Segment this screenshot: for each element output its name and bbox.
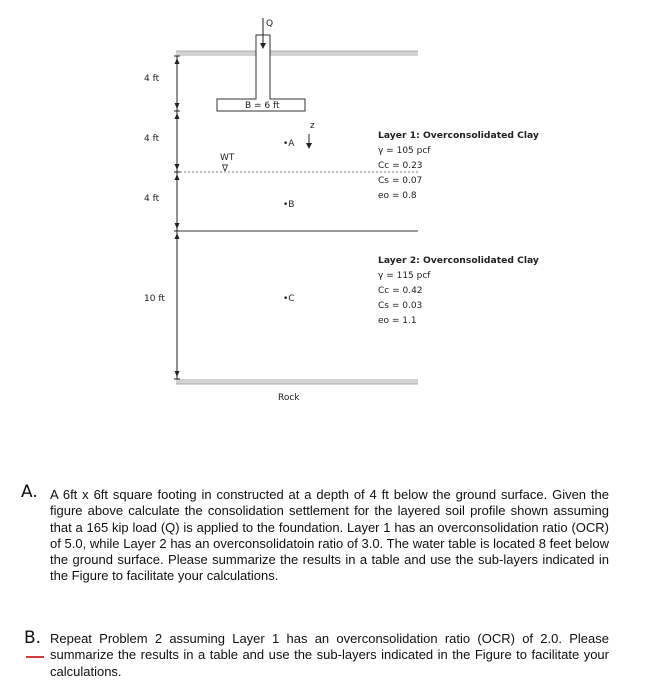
depth-label-2: 4 ft bbox=[144, 134, 160, 144]
point-c: •C bbox=[283, 294, 295, 304]
depth-label-4: 10 ft bbox=[144, 294, 165, 304]
layer2-prop: Cs = 0.03 bbox=[378, 301, 423, 311]
problem-a-text: A 6ft x 6ft square footing in constructed at a depth of 4 ft below the ground surface. Given the figure above calculate the consolidation settlement for the layered soil profile shown assuming that a 165 kip load (Q) is applied to the foundation. Layer 1 has an overconsolidation ratio (OCR) of 5.0, while Layer 2 has an overconsolidatoin ratio of 3.0. The water table is located 8 feet below the ground surface. Please summarize the results in a table and use the sub-layers indicated in the Figure to facilitate your calculations. bbox=[50, 487, 609, 584]
ground-surface bbox=[176, 51, 418, 56]
depth-label-1: 4 ft bbox=[144, 74, 160, 84]
water-table-label: WT bbox=[220, 153, 235, 163]
rock-label: Rock bbox=[278, 393, 300, 403]
point-a: •A bbox=[283, 139, 295, 149]
layer1-prop: Cs = 0.07 bbox=[378, 176, 423, 186]
rock-surface bbox=[176, 379, 418, 384]
load-label: Q bbox=[266, 19, 274, 29]
layer1-prop: eo = 0.8 bbox=[378, 191, 417, 201]
depth-label-3: 4 ft bbox=[144, 194, 160, 204]
problem-b-text: Repeat Problem 2 assuming Layer 1 has an overconsolidation ratio (OCR) of 2.0. Please summarize the results in a table and use the sub-layers indicated in the Figure to facilitate your calculations. bbox=[50, 631, 609, 679]
layer1-prop: Cc = 0.23 bbox=[378, 161, 423, 171]
layer1-title: Layer 1: Overconsolidated Clay bbox=[378, 130, 539, 141]
water-table-symbol: ∇ bbox=[222, 164, 229, 174]
problem-a-marker: A. bbox=[21, 482, 38, 502]
point-b: •B bbox=[283, 200, 295, 210]
layer2-prop: Cc = 0.42 bbox=[378, 286, 423, 296]
problem-b-underline bbox=[26, 656, 44, 658]
layer2-prop: γ = 115 pcf bbox=[378, 271, 431, 281]
problem-b-marker: B. bbox=[24, 628, 42, 648]
layer1-prop: γ = 105 pcf bbox=[378, 146, 431, 156]
footing-width-label: B = 6 ft bbox=[245, 101, 280, 111]
layer2-title: Layer 2: Overconsolidated Clay bbox=[378, 255, 539, 266]
z-label: z bbox=[310, 121, 315, 131]
layer2-prop: eo = 1.1 bbox=[378, 316, 417, 326]
